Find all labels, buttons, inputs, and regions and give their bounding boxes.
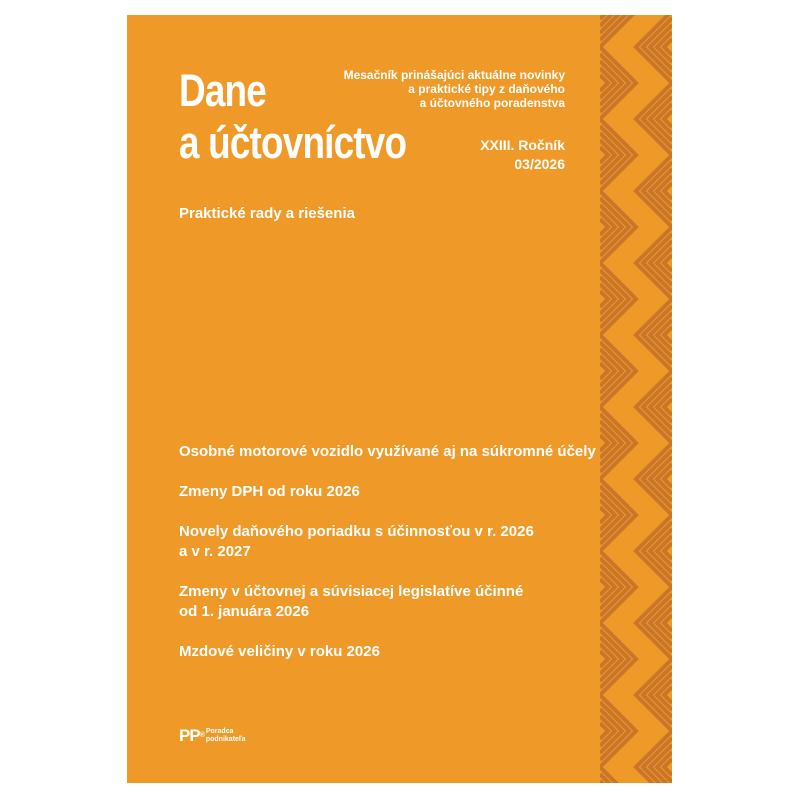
topic-item: [179, 582, 589, 622]
topic-list: [179, 442, 596, 682]
topic-line: a v r. 2027: [179, 543, 251, 560]
decorative-pattern: [600, 15, 672, 783]
tagline-line: a účtovného poradenstva: [419, 96, 565, 110]
tagline-line: Mesačník prinášajúci aktuálne novinky: [343, 68, 565, 82]
tagline: [300, 68, 565, 110]
title-line-2: a účtovníctvo: [179, 117, 407, 168]
issue-number: 03/2026: [514, 156, 565, 172]
topic-line: Zmeny DPH od roku 2026: [179, 483, 360, 500]
magazine-cover: [127, 15, 672, 783]
publisher-logo: [179, 724, 246, 748]
subtitle: Praktické rady a riešenia: [179, 205, 355, 222]
zigzag-pattern-graphic: [600, 15, 672, 783]
publisher-name: Poradca podnikateľa: [205, 728, 246, 743]
volume-label: XXIII. Ročník: [480, 137, 565, 153]
volume-info: [457, 136, 565, 174]
topic-line: Osobné motorové vozidlo využívané aj na súkromné účely: [179, 443, 596, 460]
topic-line: Novely daňového poriadku s účinnosťou v r. 2026: [179, 523, 534, 540]
topic-item: [179, 482, 589, 502]
topic-line: Zmeny v účtovnej a súvisiacej legislatíve účinné: [179, 583, 524, 600]
topic-item: [179, 522, 589, 562]
topic-line: od 1. januára 2026: [179, 603, 310, 620]
tagline-line: a praktické tipy z daňového: [408, 82, 565, 96]
topic-item: [179, 642, 589, 662]
topic-item: [179, 442, 596, 462]
title-line-1: Dane: [179, 65, 266, 116]
publisher-logo-mark: PP®: [179, 726, 204, 745]
topic-line: Mzdové veličiny v roku 2026: [179, 643, 380, 660]
